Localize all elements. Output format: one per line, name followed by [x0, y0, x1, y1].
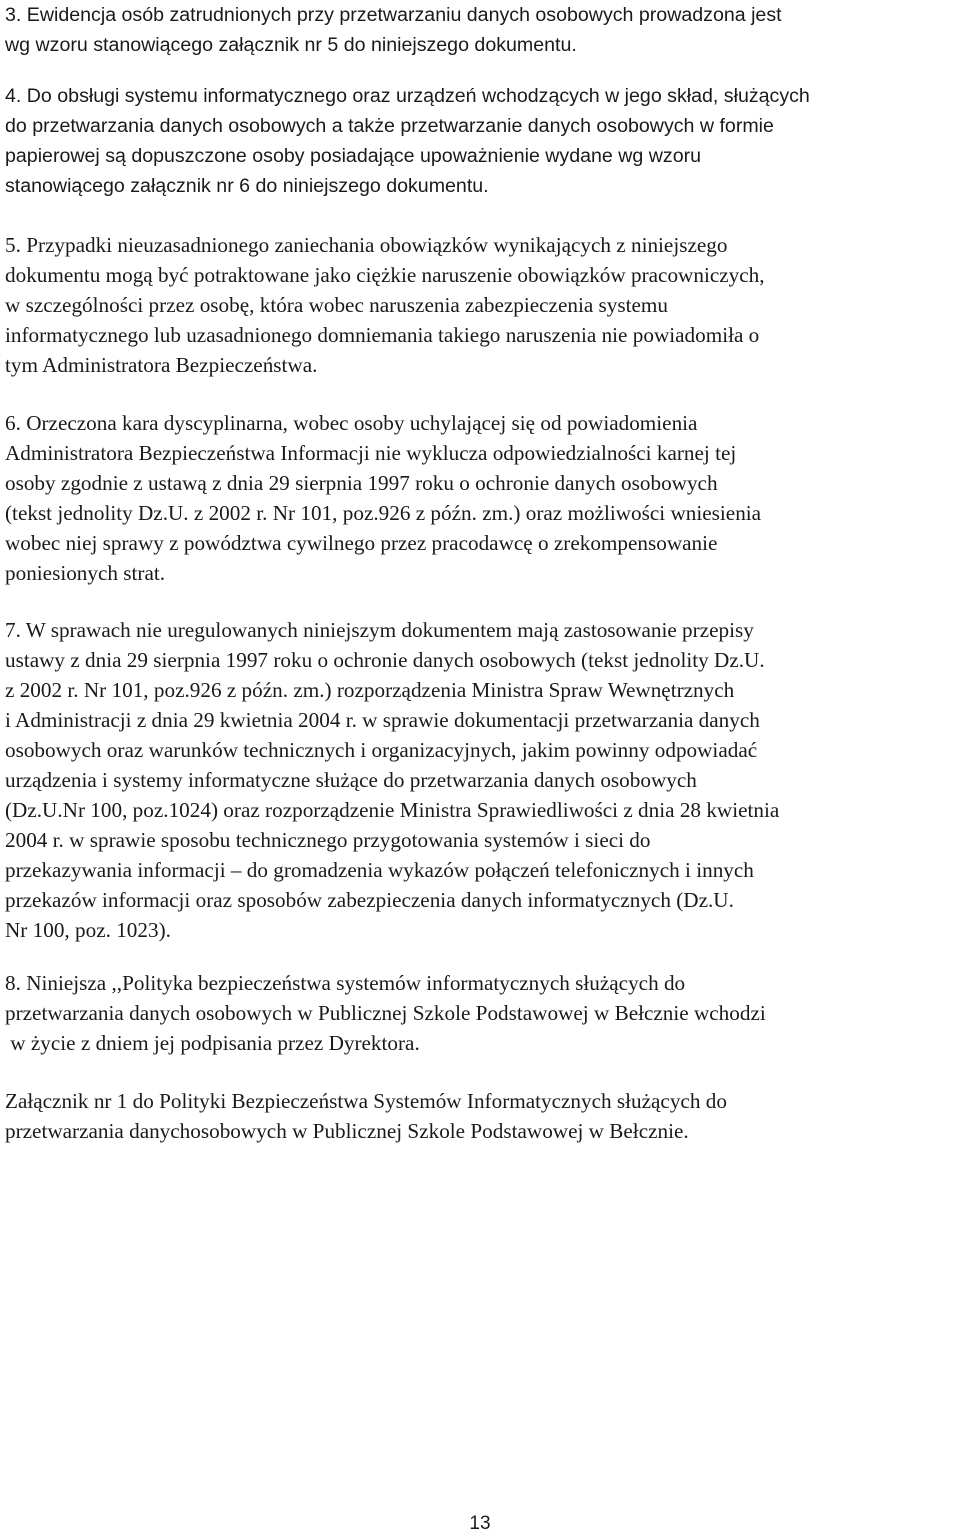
paragraph-3 [5, 0, 957, 60]
paragraph-line: 7. W sprawach nie uregulowanych niniejszym dokumentem mają zastosowanie przepisy [5, 618, 754, 642]
paragraph-line: wg wzoru stanowiącego załącznik nr 5 do niniejszego dokumentu. [5, 34, 577, 56]
paragraph-line: 3. Ewidencja osób zatrudnionych przy przetwarzaniu danych osobowych prowadzona jest [5, 4, 782, 26]
paragraph-6 [5, 408, 957, 588]
paragraph-8 [5, 968, 957, 1058]
paragraph-line: 5. Przypadki nieuzasadnionego zaniechania obowiązków wynikających z niniejszego [5, 233, 728, 257]
paragraph-line: Administratora Bezpieczeństwa Informacji nie wyklucza odpowiedzialności karnej tej [5, 441, 737, 465]
paragraph-line: ustawy z dnia 29 sierpnia 1997 roku o ochronie danych osobowych (tekst jednolity Dz.U. [5, 648, 765, 672]
paragraph-line: tym Administratora Bezpieczeństwa. [5, 353, 318, 377]
paragraph-line: papierowej są dopuszczone osoby posiadające upoważnienie wydane wg wzoru [5, 145, 702, 167]
paragraph-line: dokumentu mogą być potraktowane jako ciężkie naruszenie obowiązków pracowniczych, [5, 263, 765, 287]
paragraph-line: w szczególności przez osobę, która wobec naruszenia zabezpieczenia systemu [5, 293, 668, 317]
paragraph-5 [5, 230, 957, 380]
paragraph-line: do przetwarzania danych osobowych a także przetwarzanie danych osobowych w formie [5, 115, 774, 137]
paragraph-line: osoby zgodnie z ustawą z dnia 29 sierpnia 1997 roku o ochronie danych osobowych [5, 471, 718, 495]
paragraph-line: 4. Do obsługi systemu informatycznego oraz urządzeń wchodzących w jego skład, służących [5, 85, 810, 107]
paragraph-line: poniesionych strat. [5, 561, 166, 585]
paragraph-line: wobec niej sprawy z powództwa cywilnego przez pracodawcę o zrekompensowanie [5, 531, 718, 555]
paragraph-7 [5, 615, 957, 945]
paragraph-line: (Dz.U.Nr 100, poz.1024) oraz rozporządzenie Ministra Sprawiedliwości z dnia 28 kwietnia [5, 798, 780, 822]
paragraph-4 [5, 81, 957, 201]
paragraph-line: w życie z dniem jej podpisania przez Dyrektora. [5, 1031, 420, 1055]
paragraph-line: przetwarzania danychosobowych w Publicznej Szkole Podstawowej w Bełcznie. [5, 1119, 689, 1143]
paragraph-line: przekazywania informacji – do gromadzenia wykazów połączeń telefonicznych i innych [5, 858, 754, 882]
paragraph-line: przekazów informacji oraz sposobów zabezpieczenia danych informatycznych (Dz.U. [5, 888, 734, 912]
attachment-title [5, 1086, 957, 1146]
paragraph-line: stanowiącego załącznik nr 6 do niniejszego dokumentu. [5, 175, 489, 197]
paragraph-line: i Administracji z dnia 29 kwietnia 2004 r. w sprawie dokumentacji przetwarzania danych [5, 708, 760, 732]
page-number: 13 [469, 1513, 491, 1534]
paragraph-line: osobowych oraz warunków technicznych i organizacyjnych, jakim powinny odpowiadać [5, 738, 758, 762]
paragraph-line: urządzenia i systemy informatyczne służące do przetwarzania danych osobowych [5, 768, 697, 792]
paragraph-line: 6. Orzeczona kara dyscyplinarna, wobec osoby uchylającej się od powiadomienia [5, 411, 698, 435]
paragraph-line: 2004 r. w sprawie sposobu technicznego przygotowania systemów i sieci do [5, 828, 651, 852]
paragraph-line: Załącznik nr 1 do Polityki Bezpieczeństwa Systemów Informatycznych służących do [5, 1089, 727, 1113]
paragraph-line: (tekst jednolity Dz.U. z 2002 r. Nr 101, poz.926 z późn. zm.) oraz możliwości wniesienia [5, 501, 762, 525]
paragraph-line: przetwarzania danych osobowych w Publicznej Szkole Podstawowej w Bełcznie wchodzi [5, 1001, 766, 1025]
paragraph-line: Nr 100, poz. 1023). [5, 918, 171, 942]
paragraph-line: informatycznego lub uzasadnionego domniemania takiego naruszenia nie powiadomiła o [5, 323, 760, 347]
paragraph-line: 8. Niniejsza ,,Polityka bezpieczeństwa systemów informatycznych służących do [5, 971, 686, 995]
paragraph-line: z 2002 r. Nr 101, poz.926 z późn. zm.) rozporządzenia Ministra Spraw Wewnętrznych [5, 678, 735, 702]
